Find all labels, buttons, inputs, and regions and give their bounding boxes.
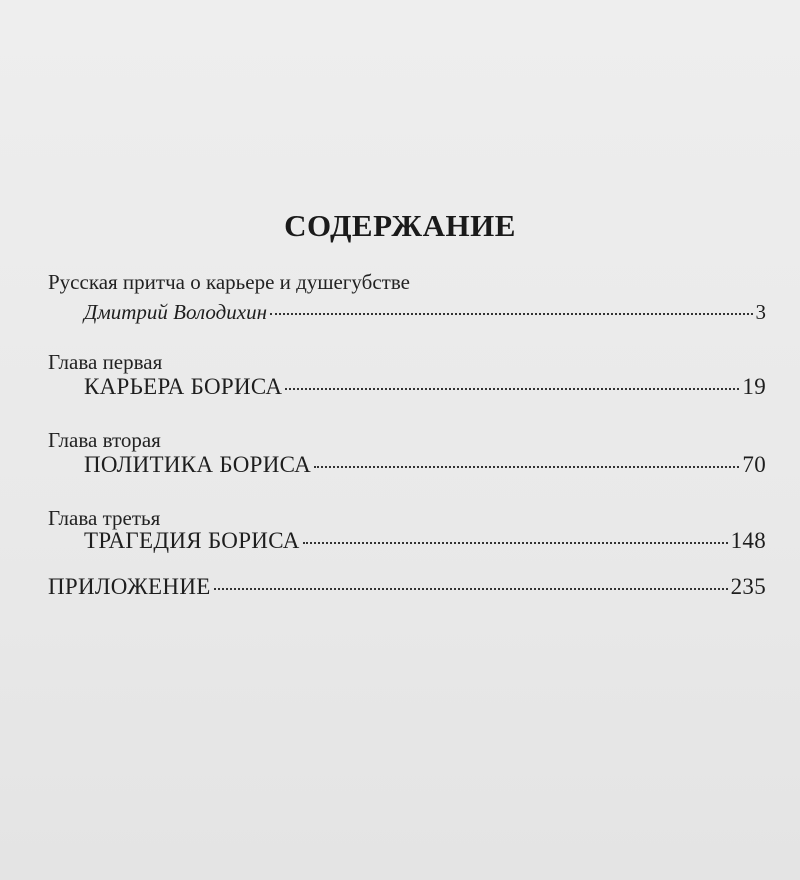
chapter-title: КАРЬЕРА БОРИСА [84,374,283,399]
dot-leader [285,388,739,390]
toc-entry-intro[interactable] [84,300,766,325]
appendix-title: ПРИЛОЖЕНИЕ [48,574,211,599]
dot-leader [314,466,739,468]
toc-entry-chapter-3[interactable] [84,528,766,554]
chapter-title: ТРАГЕДИЯ БОРИСА [84,528,300,553]
page-number: 19 [742,374,766,399]
dot-leader [303,542,728,544]
page-number: 3 [755,300,766,324]
chapter-label: Глава третья [48,506,161,530]
page-number: 148 [730,528,766,553]
toc-entry-chapter-1[interactable] [84,374,766,400]
toc-entry-appendix[interactable] [48,574,766,600]
dot-leader [214,588,728,590]
page-title: СОДЕРЖАНИЕ [284,208,516,243]
toc-entry-chapter-2[interactable] [84,452,766,478]
page-number: 70 [742,452,766,477]
page-number: 235 [730,574,766,599]
chapter-label: Глава вторая [48,428,161,452]
intro-heading: Русская притча о карьере и душегубстве [48,270,410,294]
dot-leader [270,313,753,315]
chapter-title: ПОЛИТИКА БОРИСА [84,452,312,477]
intro-author: Дмитрий Володихин [84,300,267,324]
chapter-label: Глава первая [48,350,163,374]
